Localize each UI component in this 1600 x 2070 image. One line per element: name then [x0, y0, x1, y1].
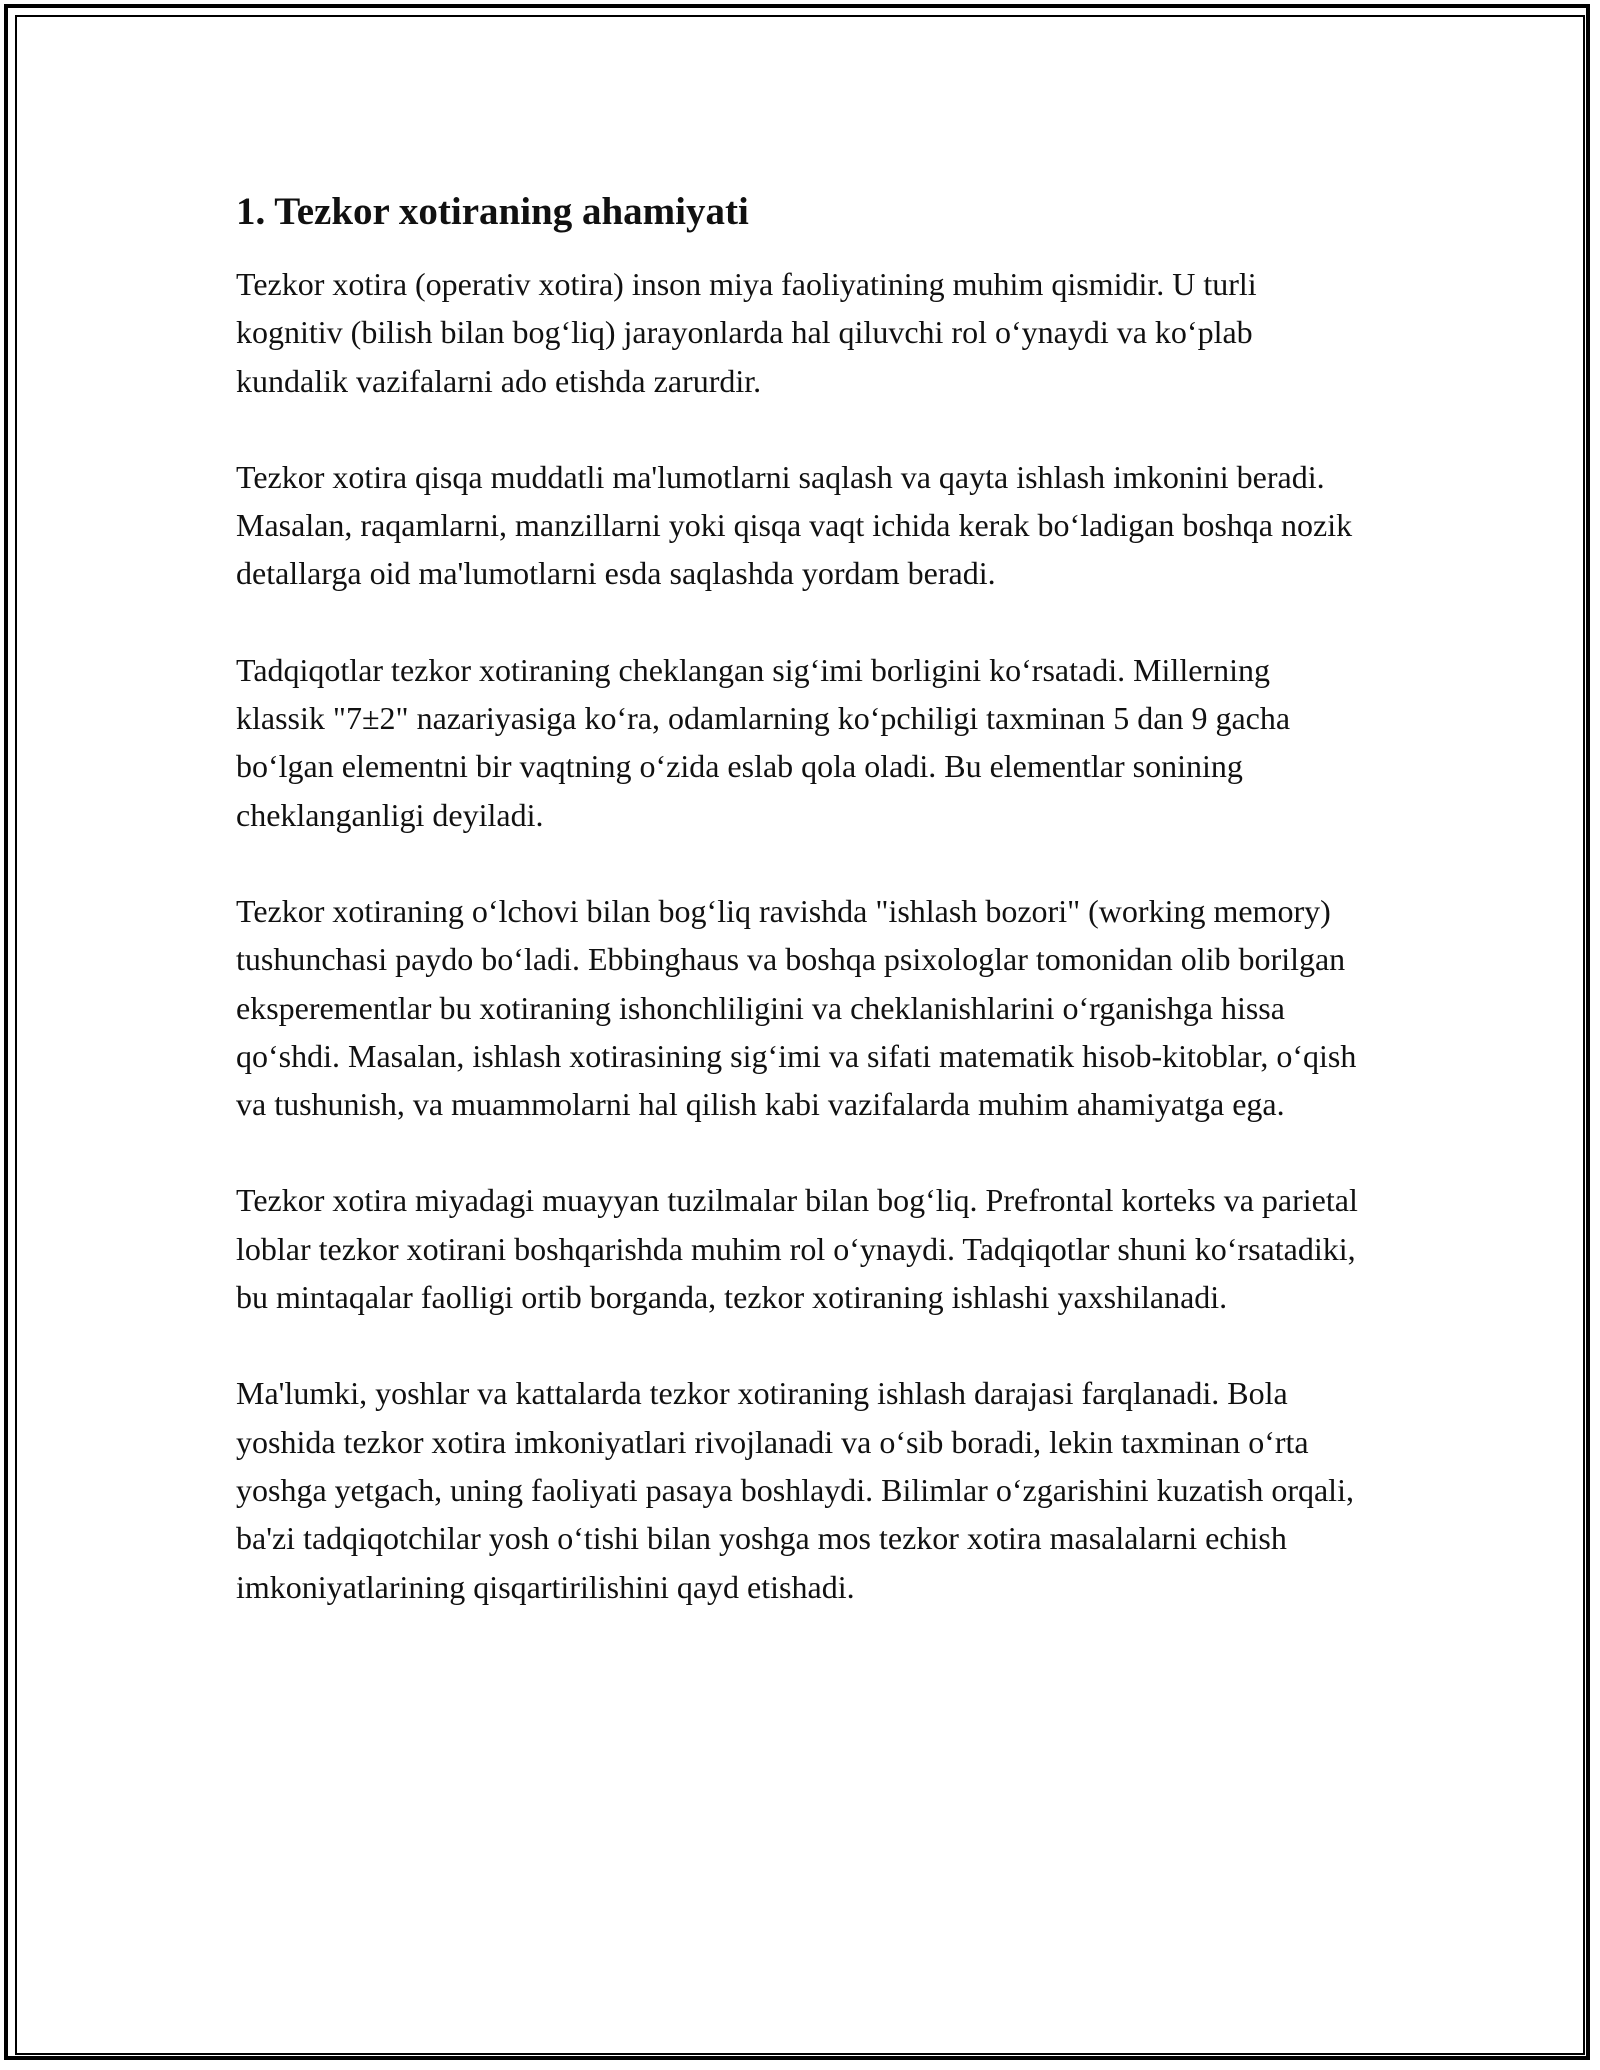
paragraph-2: Tezkor xotira qisqa muddatli ma'lumotlarni saqlash va qayta ishlash imkonini beradi. Masalan, raqamlarni, manzillarni yoki qisqa vaqt ichida kerak bo‘ladigan boshqa nozik detallarga oid ma'lumotlarni esda saqlashda yordam beradi. — [236, 458, 1353, 592]
paragraph-1: Tezkor xotira (operativ xotira) inson miya faoliyatining muhim qismidir. U turli kognitiv (bilish bilan bog‘liq) jarayonlarda hal qiluvchi rol o‘ynaydi va ko‘plab kundalik vazifalarni ado etishda zarurdir. — [236, 266, 1257, 399]
paragraph-5: Tezkor xotira miyadagi muayyan tuzilmalar bilan bog‘liq. Prefrontal korteks va parietal loblar tezkor xotirani boshqarishda muhim rol o‘ynaydi. Tadqiqotlar shuni ko‘rsatadiki, bu mintaqalar faolligi ortib borganda, tezkor xotiraning ishlashi yaxshilanadi. — [236, 1182, 1358, 1316]
section-heading: 1. Tezkor xotiraning ahamiyati — [236, 190, 749, 233]
document-body — [236, 186, 1366, 1659]
paragraph-6: Ma'lumki, yoshlar va kattalarda tezkor xotiraning ishlash darajasi farqlanadi. Bola yoshida tezkor xotira imkoniyatlari rivojlanadi va o‘sib boradi, lekin taxminan o‘rta yoshga yetgach, uning faoliyati pasaya boshlaydi. Bilimlar o‘zgarishini kuzatish orqali, ba'zi tadqiqotchilar yosh o‘tishi bilan yoshga mos tezkor xotira masalalarni echish imkoniyatlarining qisqartirilishini qayd etishadi. — [236, 1375, 1354, 1605]
paragraph-3: Tadqiqotlar tezkor xotiraning cheklangan sig‘imi borligini ko‘rsatadi. Millerning klassik "7±2" nazariyasiga ko‘ra, odamlarning ko‘pchiligi taxminan 5 dan 9 gacha bo‘lgan elementni bir vaqtning o‘zida eslab qola oladi. Bu elementlar sonining cheklanganligi deyiladi. — [236, 651, 1291, 833]
paragraph-4: Tezkor xotiraning o‘lchovi bilan bog‘liq ravishda "ishlash bozori" (working memory) tushunchasi paydo bo‘ladi. Ebbinghaus va boshqa psixologlar tomonidan olib borilgan eksperementlar bu xotiraning ishonchliligini va cheklanishlarini o‘rganishga hissa qo‘shdi. Masalan, ishlash xotirasining sig‘imi va sifati matematik hisob-kitoblar, o‘qish va tushunish, va muammolarni hal qilish kabi vazifalarda muhim ahamiyatga ega. — [236, 892, 1357, 1123]
